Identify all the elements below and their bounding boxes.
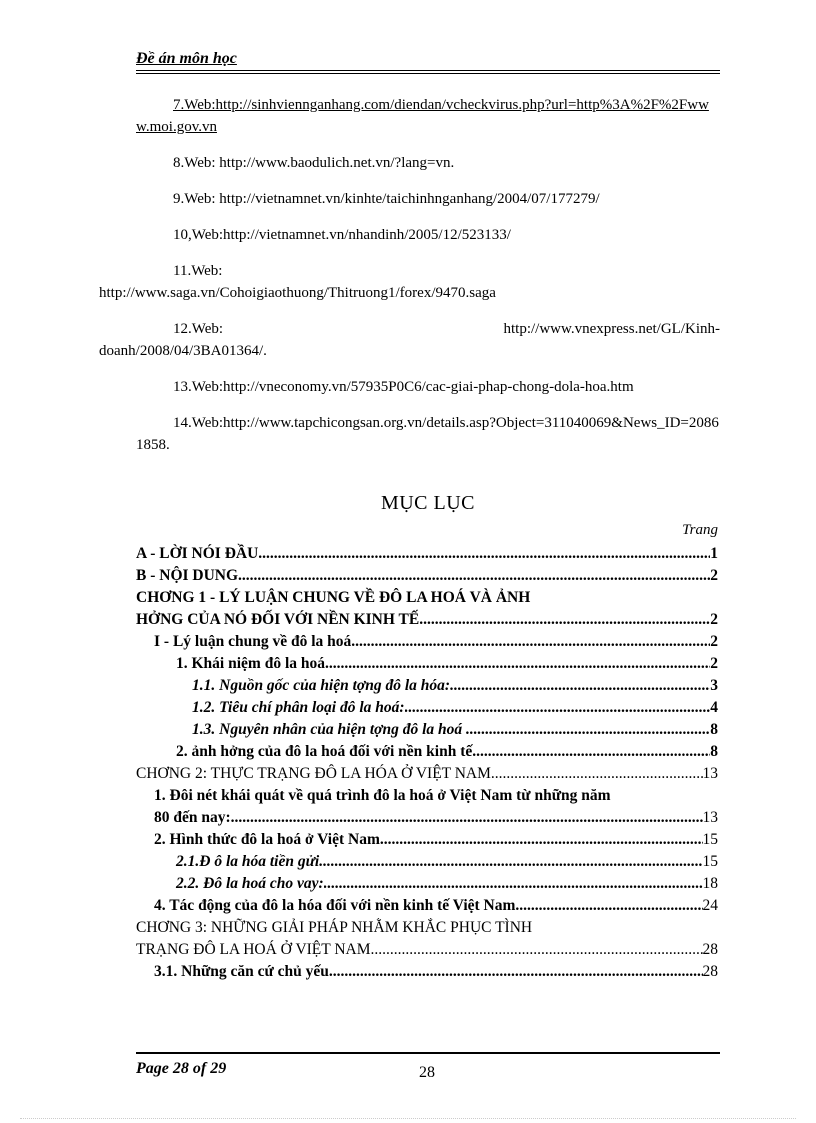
toc-entry-label: 2.2. Đô la hoá cho vay:: [176, 875, 324, 892]
toc-entry[interactable]: [136, 675, 718, 697]
toc-entry-page: 13: [702, 765, 718, 782]
toc-entry-label: 2. ảnh hởng của đô la hoá đối với nền kinh tế.: [176, 743, 477, 760]
toc-chapter-heading[interactable]: CHƠNG 3: NHỮNG GIẢI PHÁP NHẰM KHẮC PHỤC TÌNH: [136, 919, 533, 936]
toc-entry[interactable]: [136, 895, 718, 917]
table-of-contents: [136, 543, 718, 983]
toc-leader: [476, 741, 710, 763]
toc-entry-page: 15: [702, 831, 718, 848]
toc-entry[interactable]: [136, 565, 718, 587]
toc-entry[interactable]: [136, 807, 718, 829]
toc-entry-page: 24: [702, 897, 718, 914]
toc-entry[interactable]: [136, 961, 718, 983]
reference-list: [99, 94, 720, 470]
toc-leader: [419, 609, 710, 631]
reference-item: 8.Web: http://www.baodulich.net.vn/?lang=vn.: [173, 155, 455, 171]
toc-entry-page: 28: [702, 941, 718, 958]
toc-leader: [519, 895, 702, 917]
toc-leader: [405, 697, 711, 719]
toc-leader: [470, 719, 710, 741]
toc-entry-page: 3: [710, 677, 718, 694]
reference-item[interactable]: 7.Web:http://sinhviennganhang.com/diendan/vcheckvirus.php?url=http%3A%2F%2Fwww.moi.gov.vn: [136, 97, 709, 135]
reference-item: 9.Web: http://vietnamnet.vn/kinhte/taichinhnganhang/2004/07/177279/: [173, 191, 600, 207]
toc-leader: [371, 939, 703, 961]
toc-entry-page: 18: [702, 875, 718, 892]
toc-page-column-label: Trang: [682, 522, 718, 538]
toc-entry[interactable]: [136, 763, 718, 785]
header-rule-secondary: [136, 73, 720, 74]
toc-entry[interactable]: [136, 543, 718, 565]
toc-entry-label: 80 đến nay:: [154, 809, 231, 826]
toc-leader: [491, 763, 703, 785]
toc-leader: [258, 543, 710, 565]
toc-entry[interactable]: [136, 719, 718, 741]
toc-entry[interactable]: [136, 741, 718, 763]
toc-entry[interactable]: [136, 939, 718, 961]
page-footer: [136, 1052, 720, 1081]
reference-label: 11.Web:: [173, 263, 223, 279]
toc-leader: [231, 807, 703, 829]
toc-leader: [351, 631, 710, 653]
toc-entry-label: 3.1. Những căn cứ chủ yếu.: [154, 963, 333, 980]
toc-entry[interactable]: [136, 829, 718, 851]
toc-leader: [238, 565, 710, 587]
toc-leader: [384, 829, 703, 851]
toc-entry[interactable]: [136, 631, 718, 653]
toc-entry-label: CHƠNG 2: THỰC TRẠNG ĐÔ LA HÓA Ở VIỆT NAM: [136, 765, 491, 782]
toc-entry-label: 2. Hình thức đô la hoá ở Việt Nam.: [154, 831, 384, 848]
toc-entry-page: 8: [710, 743, 718, 760]
reference-url: http://www.vnexpress.net/GL/Kinh-: [503, 321, 720, 337]
toc-entry-label: 4. Tác động của đô la hóa đối với nền kinh tế Việt Nam.: [154, 897, 520, 914]
toc-entry-page: 4: [710, 699, 718, 716]
toc-entry-label: I - Lý luận chung về đô la hoá: [154, 633, 352, 650]
toc-entry-page: 1: [710, 545, 718, 562]
toc-entry-label: TRẠNG ĐÔ LA HOÁ Ở VIỆT NAM: [136, 941, 371, 958]
toc-entry-line[interactable]: 1. Đôi nét khái quát về quá trình đô la hoá ở Việt Nam từ những năm: [154, 787, 611, 804]
toc-entry-label: 1. Khái niệm đô la hoá.: [176, 655, 329, 672]
footer-page-label: Page 28 of 29: [136, 1060, 227, 1077]
toc-entry-label: HỞNG CỦA NÓ ĐỐI VỚI NỀN KINH TẾ: [136, 611, 420, 628]
header-title: Đề án môn học: [136, 50, 237, 67]
toc-title: MỤC LỤC: [380, 492, 476, 514]
page-header: [136, 50, 720, 68]
reference-item: [99, 318, 720, 362]
toc-entry-page: 8: [710, 721, 718, 738]
toc-entry-label: A - LỜI NÓI ĐẦU: [136, 545, 259, 562]
toc-entry-page: 2: [710, 633, 718, 650]
toc-entry[interactable]: [136, 851, 718, 873]
toc-entry-label: 1.3. Nguyên nhân của hiện tợng đô la hoá .: [192, 721, 470, 738]
toc-entry-label: 2.1.Đ ô la hóa tiền gửi.: [176, 853, 324, 870]
toc-chapter-heading[interactable]: CHƠNG 1 - LÝ LUẬN CHUNG VỀ ĐÔ LA HOÁ VÀ ẢNH: [136, 589, 531, 606]
page-bottom-border: [20, 1118, 796, 1119]
reference-url: http://www.saga.vn/Cohoigiaothuong/Thitruong1/forex/9470.saga: [99, 285, 496, 301]
toc-entry-label: B - NỘI DUNG: [136, 567, 239, 584]
toc-leader: [329, 653, 710, 675]
toc-leader: [323, 851, 702, 873]
toc-entry-page: 2: [710, 611, 718, 628]
toc-entry[interactable]: [136, 653, 718, 675]
toc-leader: [450, 675, 710, 697]
toc-entry[interactable]: [136, 697, 718, 719]
reference-url-continued: doanh/2008/04/3BA01364/.: [99, 343, 267, 359]
toc-entry-page: 13: [702, 809, 718, 826]
toc-entry-page: 2: [710, 567, 718, 584]
toc-entry-page: 2: [710, 655, 718, 672]
reference-item: 10,Web:http://vietnamnet.vn/nhandinh/2005/12/523133/: [173, 227, 511, 243]
toc-entry-page: 15: [702, 853, 718, 870]
toc-entry-label: 1.1. Nguồn gốc của hiện tợng đô la hóa:: [192, 677, 451, 694]
reference-item: [99, 260, 720, 304]
header-rule: [136, 70, 720, 71]
reference-item: 13.Web:http://vneconomy.vn/57935P0C6/cac-giai-phap-chong-dola-hoa.htm: [173, 379, 634, 395]
reference-label: 12.Web:: [173, 321, 224, 337]
toc-leader: [333, 961, 703, 983]
reference-item: 14.Web:http://www.tapchicongsan.org.vn/details.asp?Object=311040069&News_ID=20861858.: [136, 415, 719, 453]
toc-entry-label: 1.2. Tiêu chí phân loại đô la hoá:: [192, 699, 405, 716]
footer-page-number: 28: [419, 1064, 435, 1081]
toc-leader: [324, 873, 703, 895]
toc-entry-page: 28: [702, 963, 718, 980]
toc-entry[interactable]: [136, 873, 718, 895]
toc-entry[interactable]: [136, 609, 718, 631]
